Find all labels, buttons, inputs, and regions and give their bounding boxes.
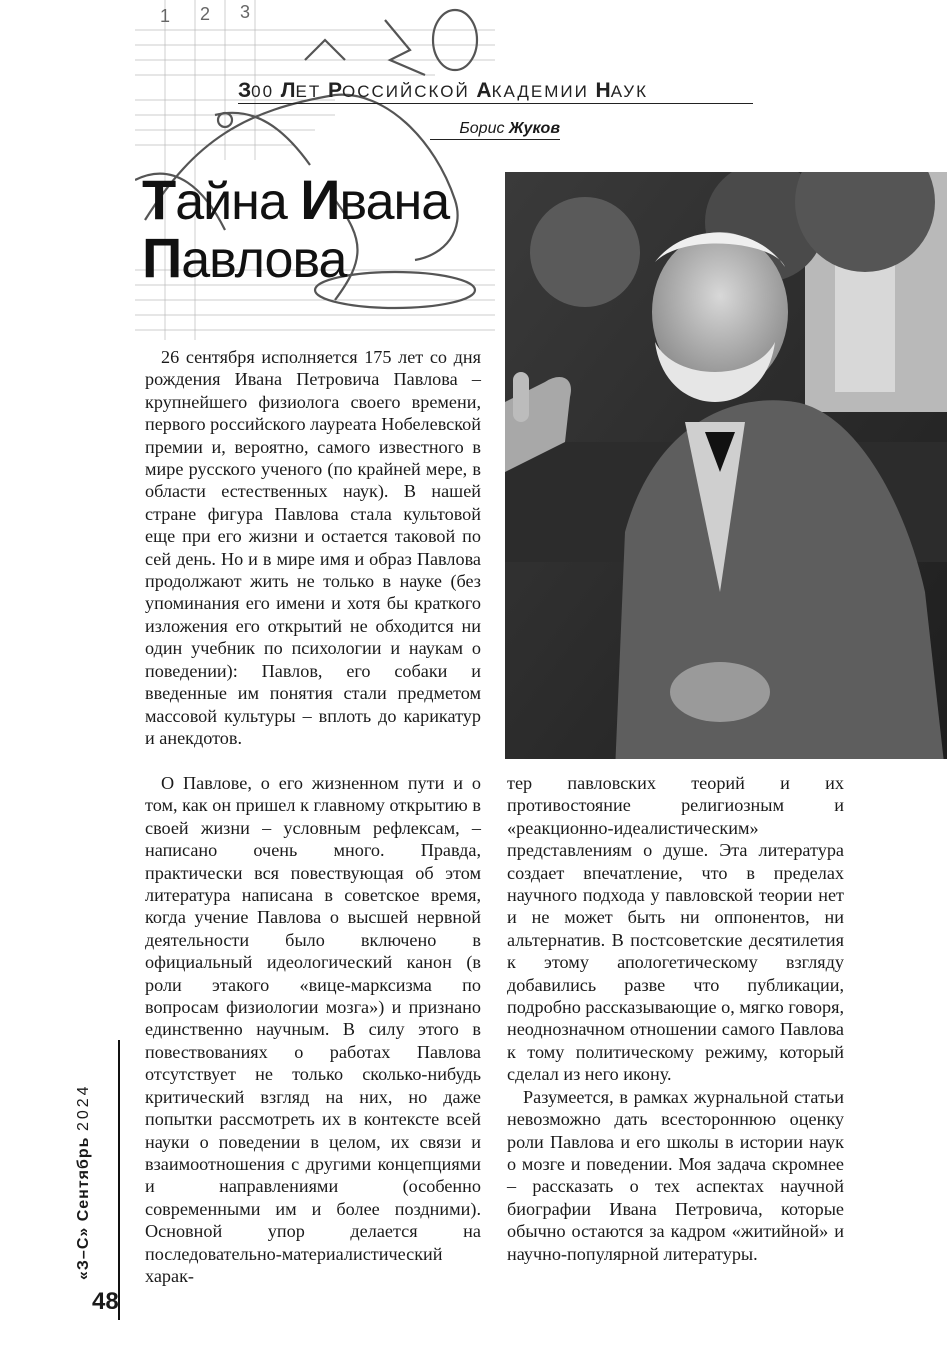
sketch-label-1: 1: [160, 6, 171, 26]
pavlov-portrait-photo: [505, 172, 947, 759]
paragraph-continuation: тер павловских теорий и их противостояние религиозным и «реакционно-идеалистическим» представлениям о душе. Эта литература создает впечатление, что в пределах научного подхода у павловской теории нет и не может быть ни оппонентов, ни альтернатив. В постсоветские десятилетия к этому апологетическому взгляду добавились разве что публикации, подробно рассказывающие о, мягко говоря, неоднозначном отношении самого Павлова к тому политическому режиму, который сделал из него икону.: [507, 773, 844, 1085]
author-byline: [430, 119, 560, 140]
sidebar-divider: [118, 1040, 120, 1320]
series-rest-3: ОССИЙСКОЙ: [342, 82, 477, 101]
paragraph-goal: Разумеется, в рамках журнальной статьи невозможно дать всестороннюю оценку роли Павлова и его школы в истории наук о мозге и поведении. Моя задача скромнее – рассказать о тех аспектах научной биографии Ивана Петровича, которые обычно остаются за кадром «житийной» и научно-популярной литературы.: [507, 1086, 844, 1264]
title-cap-t: Т: [142, 168, 176, 231]
article-title: [142, 168, 522, 289]
paragraph-intro: 26 сентября исполняется 175 лет со дня рождения Ивана Петровича Павлова – крупнейшего физиолога своего времени, первого российского лауреата Нобелевской премии и, вероятно, самого известного в мире русского ученого (по крайней мере, в области естественных наук). В нашей стране фигура Павлова стала культовой еще при его жизни и остается таковой по сей день. Но и в мире имя и образ Павлова продолжают жить не только в науке (без упоминания его имени и хотя бы краткого изложения его открытий не обходится ни один учебник по психологии и наукам о поведении): Павлов, его собаки и введенные им понятия стали предметом массовой культуры – вплоть до карикатур и анекдотов.: [145, 347, 481, 748]
title-word-3: авлова: [181, 231, 347, 289]
series-cap-2: Л: [280, 79, 296, 102]
series-rest-2: ЕТ: [295, 82, 328, 101]
series-rest-5: АУК: [610, 82, 649, 101]
series-cap-1: З: [238, 79, 252, 102]
sketch-label-2: 2: [200, 4, 211, 24]
author-first-name: Борис: [459, 120, 509, 137]
body-column-1-bottom: [145, 772, 481, 1287]
series-rest-1: 00: [251, 82, 281, 101]
title-word-2: вана: [339, 173, 450, 231]
page-number: 48: [92, 1288, 119, 1315]
title-line-2: [142, 226, 522, 289]
series-cap-3: Р: [328, 79, 343, 102]
title-line-1: [142, 168, 522, 231]
series-header: [238, 80, 753, 104]
title-word-1: айна: [175, 173, 301, 231]
series-cap-4: А: [476, 79, 492, 102]
title-cap-p: П: [142, 226, 182, 289]
magazine-issue-label: [70, 1000, 98, 1280]
sketch-label-3: 3: [240, 2, 251, 22]
series-cap-5: Н: [595, 79, 611, 102]
body-column-1-top: [145, 346, 481, 749]
author-last-name: Жуков: [508, 120, 560, 137]
body-column-2: [507, 772, 844, 1265]
paragraph-history: О Павлове, о его жизненном пути и о том, как он пришел к главному открытию в своей жизни – условным рефлексам, – написано очень много. Правда, практически вся повествующая об этом литература написана в советское время, когда учение Павлова о высшей нервной деятельности было включено в официальный идеологический канон (в роли этакого «вице-марксизма по вопросам физиологии мозга») и признано единственно научным. В силу этого в повествованиях о работах Павлова отсутствует не только сколько-нибудь критический взгляд на них, но даже попытки рассмотреть их в контексте всей науки о поведении в целом, их связи и взаимоотношения с другими концепциями и направлениями (особенно современными им и более поздними). Основной упор делается на последовательно-материалистический харак-: [145, 773, 481, 1286]
series-rest-4: КАДЕМИИ: [491, 82, 596, 101]
issue-year: 2024: [75, 1083, 92, 1132]
title-cap-i: И: [300, 168, 340, 231]
magazine-name: «З–С» Сентябрь: [75, 1131, 92, 1280]
